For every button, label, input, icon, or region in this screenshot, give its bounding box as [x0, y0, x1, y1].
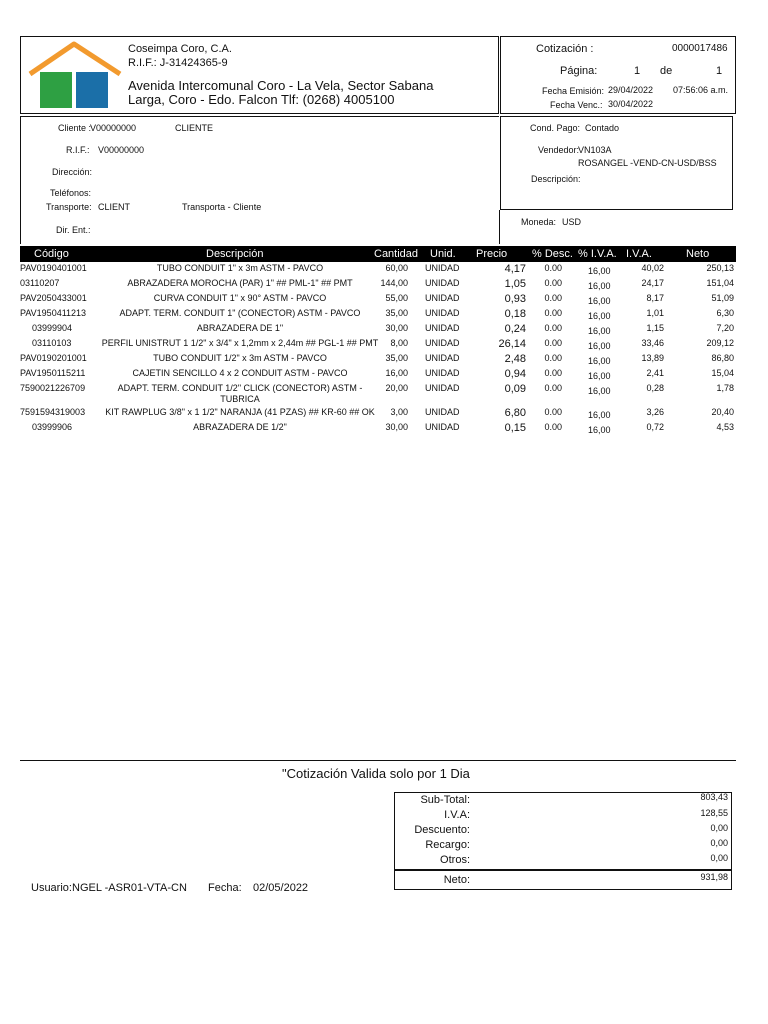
transport-code: CLIENT — [98, 202, 131, 212]
surcharge-label: Recargo: — [425, 839, 470, 851]
cell-iva: 40,02 — [641, 263, 664, 273]
company-logo — [26, 40, 124, 112]
client-rif: V00000000 — [98, 145, 145, 155]
transport-name: Transporta - Cliente — [182, 202, 262, 212]
cell-discount: 0.00 — [544, 383, 562, 393]
others-value: 0,00 — [710, 853, 728, 863]
cell-description: TUBO CONDUIT 1" x 3m ASTM - PAVCO — [156, 263, 324, 273]
cell-discount: 0.00 — [544, 308, 562, 318]
cell-unit: UNIDAD — [425, 407, 460, 417]
cell-net: 15,04 — [711, 368, 734, 378]
logo-green-block — [40, 72, 72, 108]
cell-iva-pct: 16,00 — [588, 296, 611, 306]
cell-code: 03110207 — [20, 278, 60, 288]
cell-discount: 0.00 — [544, 338, 562, 348]
table-row — [0, 263, 768, 278]
cell-price: 4,17 — [504, 263, 526, 275]
cell-iva: 0,28 — [646, 383, 664, 393]
cell-unit: UNIDAD — [425, 338, 460, 348]
expiry-label: Fecha Venc.: — [550, 100, 603, 110]
cell-iva-pct: 16,00 — [588, 410, 611, 420]
cell-quantity: 144,00 — [380, 278, 408, 288]
cell-iva-pct: 16,00 — [588, 371, 611, 381]
cell-code: PAV0190401001 — [20, 263, 87, 273]
cell-iva: 24,17 — [641, 278, 664, 288]
iva-label: I.V.A: — [444, 809, 470, 821]
logo-roof — [30, 44, 120, 74]
cell-unit: UNIDAD — [425, 368, 460, 378]
client-name: CLIENTE — [175, 123, 214, 133]
cell-iva-pct: 16,00 — [588, 311, 611, 321]
cell-net: 51,09 — [711, 293, 734, 303]
table-row — [0, 383, 768, 407]
seller-label: Vendedor: — [538, 145, 580, 155]
client-box-top — [20, 116, 499, 117]
cell-quantity: 35,00 — [385, 308, 408, 318]
net-value: 931,98 — [700, 872, 728, 882]
net-label: Neto: — [443, 874, 470, 886]
col-iva-pct: % I.V.A. — [578, 248, 617, 260]
col-discount: % Desc. — [532, 248, 573, 260]
table-row — [0, 293, 768, 308]
emission-date: 29/04/2022 — [608, 85, 654, 95]
cell-net: 151,04 — [706, 278, 734, 288]
cell-description: ABRAZADERA MOROCHA (PAR) 1" ## PML-1" ## PMT — [127, 278, 353, 288]
cell-description: ABRAZADERA DE 1/2" — [193, 422, 287, 432]
cell-net: 20,40 — [711, 407, 734, 417]
cell-quantity: 20,00 — [385, 383, 408, 393]
cell-code: 03999904 — [32, 323, 73, 333]
description-label: Descripción: — [531, 174, 581, 184]
cell-discount: 0.00 — [544, 278, 562, 288]
cell-net: 250,13 — [706, 263, 734, 273]
cell-iva-pct: 16,00 — [588, 281, 611, 291]
seller-code: VN103A — [578, 145, 612, 155]
others-label: Otros: — [440, 854, 470, 866]
discount-value: 0,00 — [710, 823, 728, 833]
cell-iva: 2,41 — [646, 368, 664, 378]
subtotal-label: Sub-Total: — [420, 794, 470, 806]
expiry-date: 30/04/2022 — [608, 99, 654, 109]
cell-unit: UNIDAD — [425, 383, 460, 393]
cell-price: 0,24 — [504, 323, 526, 335]
cell-unit: UNIDAD — [425, 422, 460, 432]
cell-quantity: 3,00 — [390, 407, 408, 417]
col-net: Neto — [686, 248, 710, 260]
user-label: Usuario: — [31, 882, 72, 894]
validity-note: "Cotización Valida solo por 1 Dia — [282, 766, 470, 781]
page-total: 1 — [716, 65, 723, 77]
cell-description: KIT RAWPLUG 3/8" x 1 1/2" NARANJA (41 PZAS) ## KR-60 ## OK — [105, 407, 375, 417]
page-number: 1 — [634, 65, 641, 77]
cell-quantity: 35,00 — [385, 353, 408, 363]
cell-quantity: 16,00 — [385, 368, 408, 378]
cell-description: CAJETIN SENCILLO 4 x 2 CONDUIT ASTM - PAVCO — [132, 368, 348, 378]
table-header — [20, 246, 736, 262]
table-row — [0, 422, 768, 437]
cell-net: 4,53 — [716, 422, 734, 432]
cell-price: 26,14 — [498, 338, 526, 350]
col-code: Código — [34, 248, 69, 260]
cell-iva: 13,89 — [641, 353, 664, 363]
cell-description: ADAPT. TERM. CONDUIT 1/2" CLICK (CONECTOR) ASTM - — [117, 383, 363, 393]
cell-discount: 0.00 — [544, 263, 562, 273]
col-iva: I.V.A. — [626, 248, 652, 260]
page-label: Página: — [560, 65, 598, 77]
cell-code: 03110103 — [32, 338, 72, 348]
cell-description: CURVA CONDUIT 1" x 90° ASTM - PAVCO — [153, 293, 327, 303]
company-address-line1: Avenida Intercomunal Coro - La Vela, Sector Sabana — [128, 78, 434, 93]
surcharge-value: 0,00 — [710, 838, 728, 848]
cell-iva: 1,01 — [646, 308, 664, 318]
seller-name: ROSANGEL -VEND-CN-USD/BSS — [578, 158, 717, 168]
cell-price: 0,93 — [504, 293, 526, 305]
client-label: Cliente : — [58, 123, 92, 133]
cell-code: PAV1950411213 — [20, 308, 87, 318]
cell-price: 0,15 — [504, 422, 526, 434]
company-name: Coseimpa Coro, C.A. — [128, 43, 232, 55]
cell-description: PERFIL UNISTRUT 1 1/2" x 3/4" x 1,2mm x 2,44m ## PGL-1 ## PMT — [101, 338, 379, 348]
cell-code: PAV2050433001 — [20, 293, 87, 303]
date-label: Fecha: — [208, 882, 242, 894]
cell-price: 0,18 — [504, 308, 526, 320]
phones-label: Teléfonos: — [50, 188, 92, 198]
cell-iva: 8,17 — [646, 293, 664, 303]
subtotal-value: 803,43 — [700, 792, 728, 802]
cell-iva: 0,72 — [646, 422, 664, 432]
cell-discount: 0.00 — [544, 323, 562, 333]
transport-label: Transporte: — [46, 202, 92, 212]
cell-description: ADAPT. TERM. CONDUIT 1" (CONECTOR) ASTM - PAVCO — [119, 308, 361, 318]
cell-code: 7590021226709 — [20, 383, 86, 393]
cell-discount: 0.00 — [544, 353, 562, 363]
table-row — [0, 323, 768, 338]
terms-box-right-ext — [499, 210, 500, 244]
cell-unit: UNIDAD — [425, 353, 460, 363]
cell-discount: 0.00 — [544, 293, 562, 303]
cell-net: 86,80 — [711, 353, 734, 363]
cell-code: 7591594319003 — [20, 407, 86, 417]
cell-price: 1,05 — [504, 278, 526, 290]
cell-net: 7,20 — [716, 323, 734, 333]
cell-discount: 0.00 — [544, 368, 562, 378]
page-of-label: de — [660, 65, 673, 77]
table-row — [0, 338, 768, 353]
cell-unit: UNIDAD — [425, 278, 460, 288]
table-row — [0, 368, 768, 383]
cell-unit: UNIDAD — [425, 308, 460, 318]
client-rif-label: R.I.F.: — [66, 145, 90, 155]
cell-price: 2,48 — [504, 353, 526, 365]
payment-label: Cond. Pago: — [530, 123, 581, 133]
date-value: 02/05/2022 — [253, 882, 309, 894]
address-label: Dirección: — [52, 167, 93, 177]
cell-code: PAV1950115211 — [20, 368, 86, 378]
cell-discount: 0.00 — [544, 422, 562, 432]
emission-time: 07:56:06 a.m. — [673, 85, 729, 95]
cell-iva-pct: 16,00 — [588, 341, 611, 351]
col-quantity: Cantidad — [374, 248, 419, 260]
col-description: Descripción — [206, 248, 264, 260]
cell-iva-pct: 16,00 — [588, 356, 611, 366]
cell-quantity: 30,00 — [385, 323, 408, 333]
footer-divider — [20, 760, 736, 761]
cell-net: 1,78 — [716, 383, 734, 393]
table-row — [0, 308, 768, 323]
cell-quantity: 8,00 — [390, 338, 408, 348]
cell-price: 0,09 — [504, 383, 526, 395]
cell-net: 6,30 — [716, 308, 734, 318]
cell-iva: 3,26 — [646, 407, 664, 417]
payment-value: Contado — [585, 123, 620, 133]
cell-unit: UNIDAD — [425, 293, 460, 303]
col-unit: Unid. — [430, 248, 456, 260]
client-code: V00000000 — [90, 123, 137, 133]
cell-quantity: 60,00 — [385, 263, 408, 273]
logo-blue-block — [76, 72, 108, 108]
cell-code: PAV0190201001 — [20, 353, 87, 363]
quote-label: Cotización : — [536, 43, 594, 55]
delivery-address-label: Dir. Ent.: — [56, 225, 91, 235]
cell-iva: 33,46 — [641, 338, 664, 348]
cell-quantity: 30,00 — [385, 422, 408, 432]
cell-iva: 1,15 — [646, 323, 664, 333]
cell-description: TUBO CONDUIT 1/2" x 3m ASTM - PAVCO — [153, 353, 327, 363]
cell-unit: UNIDAD — [425, 263, 460, 273]
cell-description-line2: TUBRICA — [220, 394, 260, 404]
emission-label: Fecha Emisión: — [542, 86, 605, 96]
client-box-left — [20, 116, 21, 244]
cell-unit: UNIDAD — [425, 323, 460, 333]
currency-label: Moneda: — [521, 217, 557, 227]
table-row — [0, 353, 768, 368]
table-row — [0, 278, 768, 293]
cell-iva-pct: 16,00 — [588, 326, 611, 336]
cell-iva-pct: 16,00 — [588, 386, 611, 396]
cell-net: 209,12 — [706, 338, 734, 348]
cell-quantity: 55,00 — [385, 293, 408, 303]
cell-price: 0,94 — [504, 368, 526, 380]
iva-value: 128,55 — [700, 808, 728, 818]
cell-iva-pct: 16,00 — [588, 266, 611, 276]
cell-code: 03999906 — [32, 422, 73, 432]
table-row — [0, 407, 768, 422]
company-address-line2: Larga, Coro - Edo. Falcon Tlf: (0268) 4005100 — [128, 92, 395, 107]
cell-price: 6,80 — [504, 407, 526, 419]
discount-label: Descuento: — [414, 824, 470, 836]
company-rif: R.I.F.: J-31424365-9 — [128, 57, 228, 69]
currency-value: USD — [562, 217, 582, 227]
col-price: Precio — [476, 248, 508, 260]
quote-number: 0000017486 — [672, 43, 728, 54]
cell-discount: 0.00 — [544, 407, 562, 417]
user-value: NGEL -ASR01-VTA-CN — [72, 882, 187, 894]
cell-iva-pct: 16,00 — [588, 425, 611, 435]
cell-description: ABRAZADERA DE 1" — [196, 323, 284, 333]
